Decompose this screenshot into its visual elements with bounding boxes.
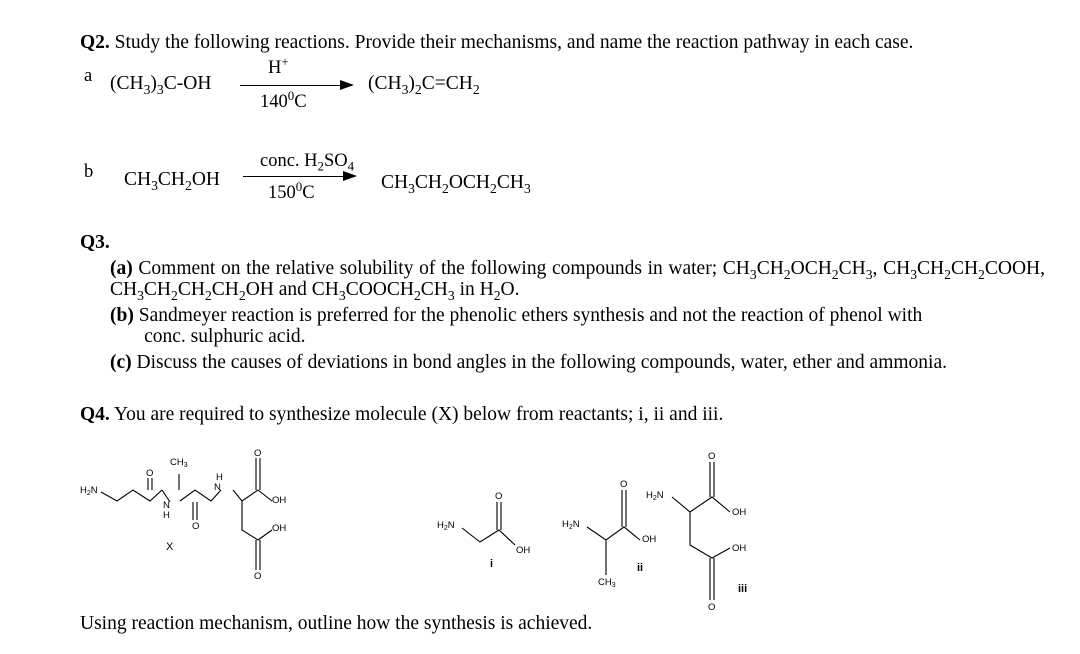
q3-number: Q3. <box>80 232 110 253</box>
reaction-a-product: $(CH_3)_2C=CH_2$ <box>368 73 480 97</box>
x-h2: H <box>216 472 223 483</box>
reaction-b-label: b <box>84 162 94 182</box>
x-n1: N <box>163 500 170 511</box>
i-o: O <box>495 491 503 502</box>
iii-h2n: $H_2N$ <box>646 490 664 502</box>
q2-text: Study the following reactions. Provide their mechanisms, and name the reaction pathway in each case. <box>114 32 914 53</box>
iii-oh1: OH <box>732 507 747 518</box>
reaction-b-arrow <box>243 176 355 177</box>
reaction-b-product: $CH_3CH_2OCH_2CH_3$ <box>381 172 531 196</box>
reaction-a-catalyst: H+ <box>268 53 289 78</box>
q4-number: Q4. <box>80 404 110 425</box>
i-h2n: $H_2N$ <box>437 520 455 532</box>
q4-text: You are required to synthesize molecule (X) below from reactants; i, ii and iii. <box>113 404 724 425</box>
label-iii: iii <box>738 583 748 595</box>
reaction-b-reactant: $CH_3CH_2OH$ <box>124 169 221 193</box>
structures-figure <box>0 440 1080 615</box>
iii-o2: O <box>708 602 716 613</box>
reaction-a-arrow <box>240 85 352 86</box>
ii-oh: OH <box>642 534 657 545</box>
q2-number: Q2. <box>80 32 110 53</box>
reaction-b-catalyst: conc. $H_2SO_4$ <box>260 151 355 174</box>
x-h2n: $H_2N$ <box>80 485 98 497</box>
label-x: X <box>166 541 174 553</box>
q4-heading <box>80 404 723 426</box>
label-i: i <box>490 558 494 570</box>
ii-o: O <box>620 479 628 490</box>
i-oh: OH <box>516 545 531 556</box>
reaction-a-reactant: $(CH_3)_3C-OH$ <box>110 73 212 97</box>
iii-oh2: OH <box>732 543 747 554</box>
q3-item-c: (c) Discuss the causes of deviations in bond angles in the following compounds, water, ether and ammonia. <box>110 352 947 373</box>
x-ch3: $CH_3$ <box>170 457 188 469</box>
reaction-a-label: a <box>84 66 93 86</box>
iii-o1: O <box>708 451 716 462</box>
x-oh1: OH <box>272 495 287 506</box>
ii-ch3: $CH_3$ <box>598 577 616 589</box>
ii-h2n: $H_2N$ <box>562 519 580 531</box>
reaction-b-condition: $150^0C$ <box>268 178 315 203</box>
x-oh2: OH <box>272 523 287 534</box>
x-h1: H <box>163 510 170 521</box>
x-o4: O <box>254 571 262 582</box>
x-o1: O <box>146 468 154 479</box>
q3-item-b: (b) Sandmeyer reaction is preferred for the phenolic ethers synthesis and not the reaction of phenol with conc. sulphuric acid. <box>110 305 923 347</box>
x-o2: O <box>192 521 200 532</box>
x-n2: N <box>214 482 221 493</box>
q3-item-a: (a) Comment on the relative solubility of the following compounds in water; $CH_3CH_2OCH_2CH_3$, $CH_3CH_2CH_2COOH$, $CH_3CH_2CH_2CH_2OH$ and $CH_3COOCH_2CH_3$ in $H_2O$. <box>110 258 1045 303</box>
reaction-a-condition: $140^0C$ <box>260 87 307 112</box>
x-o3: O <box>254 448 262 459</box>
q2-heading <box>80 32 913 54</box>
q4-footer: Using reaction mechanism, outline how the synthesis is achieved. <box>80 613 593 634</box>
label-ii: ii <box>637 562 644 574</box>
